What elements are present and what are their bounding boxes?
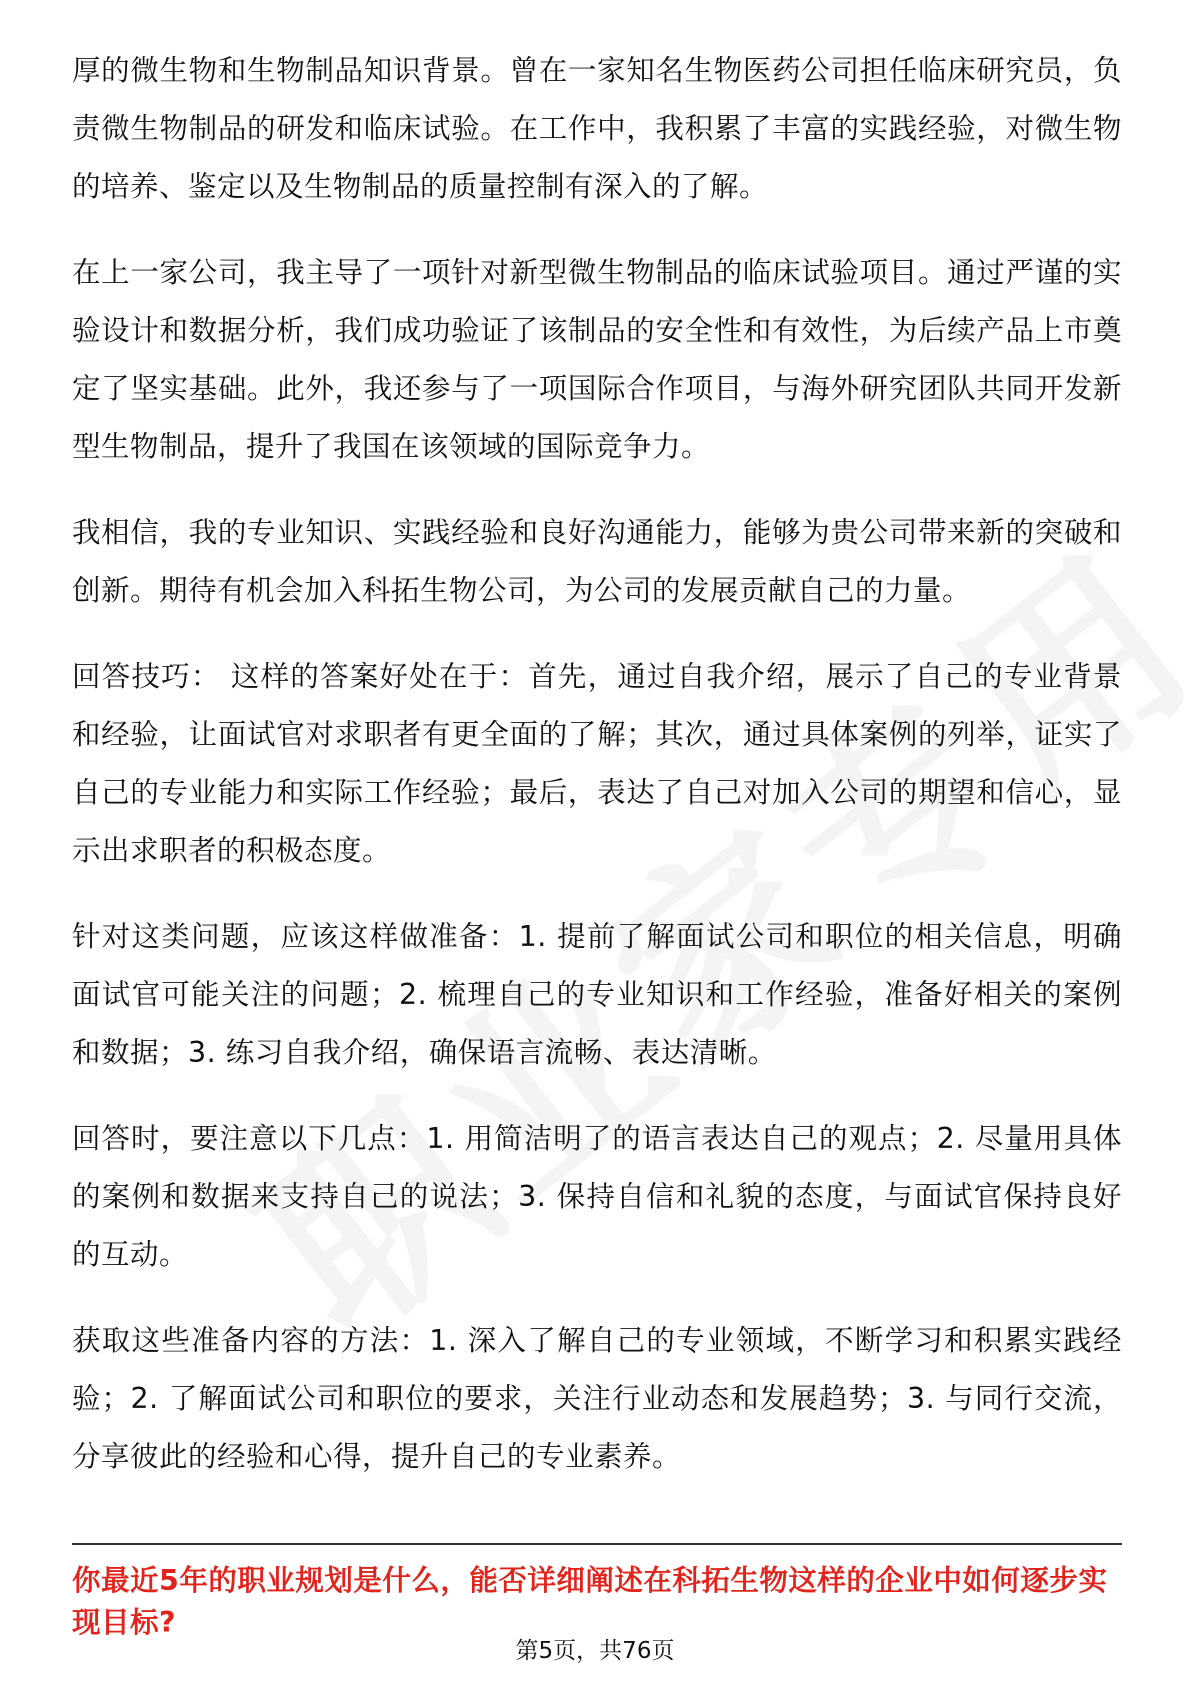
paragraph-answer-notes: 回答时，要注意以下几点：1. 用简洁明了的语言表达自己的观点；2. 尽量用具体的案例和数据来支持自己的说法；3. 保持自信和礼貌的态度，与面试官保持良好的互动。: [72, 1122, 1122, 1271]
paragraph-methods: 获取这些准备内容的方法：1. 深入了解自己的专业领域，不断学习和积累实践经验；2. 了解面试公司和职位的要求，关注行业动态和发展趋势；3. 与同行交流，分享彼此的经验和心得，提升自己的专业素养。: [72, 1324, 1122, 1473]
paragraph-project-experience: 在上一家公司，我主导了一项针对新型微生物制品的临床试验项目。通过严谨的实验设计和数据分析，我们成功验证了该制品的安全性和有效性，为后续产品上市奠定了坚实基础。此外，我还参与了一项国际合作项目，与海外研究团队共同开发新型生物制品，提升了我国在该领域的国际竞争力。: [72, 256, 1122, 463]
paragraph-closing: 我相信，我的专业知识、实践经验和良好沟通能力，能够为贵公司带来新的突破和创新。期待有机会加入科拓生物公司，为公司的发展贡献自己的力量。: [72, 516, 1122, 607]
document-body: [72, 42, 1122, 1514]
paragraph-preparation: 针对这类问题，应该这样做准备：1. 提前了解面试公司和职位的相关信息，明确面试官可能关注的问题；2. 梳理自己的专业知识和工作经验，准备好相关的案例和数据；3. 练习自我介绍，确保语言流畅、表达清晰。: [72, 920, 1122, 1069]
next-question-heading: 你最近5年的职业规划是什么，能否详细阐述在科拓生物这样的企业中如何逐步实现目标?: [72, 1564, 1108, 1639]
paragraph-answer-tips: 回答技巧： 这样的答案好处在于：首先，通过自我介绍，展示了自己的专业背景和经验，让面试官对求职者有更全面的了解；其次，通过具体案例的列举，证实了自己的专业能力和实际工作经验；最后，表达了自己对加入公司的期望和信心，显示出求职者的积极态度。: [72, 660, 1122, 867]
page-number-footer: 第5页，共76页: [515, 1638, 675, 1664]
paragraph-background: 厚的微生物和生物制品知识背景。曾在一家知名生物医药公司担任临床研究员，负责微生物制品的研发和临床试验。在工作中，我积累了丰富的实践经验，对微生物的培养、鉴定以及生物制品的质量控制有深入的了解。: [72, 54, 1122, 203]
section-divider: [72, 1543, 1122, 1545]
